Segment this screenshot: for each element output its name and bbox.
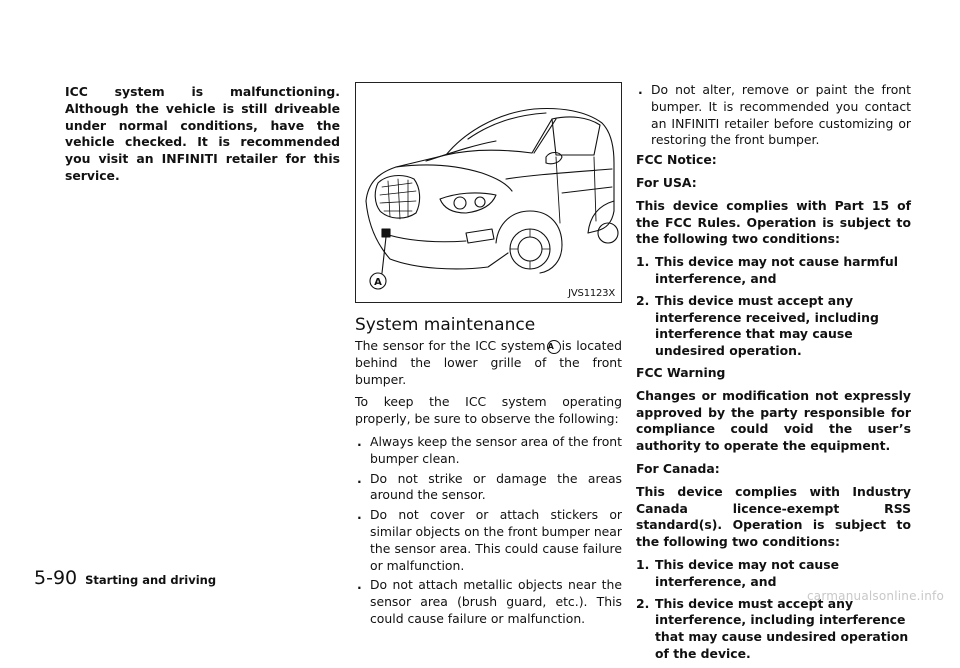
marker-a-icon: A bbox=[547, 340, 561, 354]
canada-paragraph: This device complies with Industry Canada licence-exempt RSS standard(s). Operation is subject to the following two conditions: bbox=[636, 483, 911, 550]
usa-item-1: 1. This device may not cause harmful interference, and bbox=[636, 254, 899, 286]
list-item: . Do not alter, remove or paint the front bumper. It is recommended you contact an INFINITI retailer before customizing or restoring the front bumper. bbox=[638, 82, 911, 148]
usa-paragraph: This device complies with Part 15 of the FCC Rules. Operation is subject to the following two conditions: bbox=[636, 197, 911, 247]
sensor-text-post: is located behind the lower grille of the front bumper. bbox=[355, 338, 622, 387]
usa-item-2: 2. This device must accept any interference received, including interference that may cause undesired operation. bbox=[636, 292, 879, 359]
section-heading: System maintenance bbox=[355, 315, 536, 335]
for-usa-label: For USA: bbox=[636, 174, 697, 190]
figure-marker-a: A bbox=[374, 277, 382, 288]
for-canada-label: For Canada: bbox=[636, 460, 720, 476]
figure-code: JVS1123X bbox=[568, 288, 615, 299]
car-illustration bbox=[355, 82, 622, 303]
watermark[interactable]: carmanualsonline.info bbox=[807, 589, 944, 603]
malfunction-paragraph: ICC system is malfunctioning. Although the vehicle is still driveable under normal conditions, have the vehicle checked. It is recommended you visit an INFINITI retailer for this service. bbox=[65, 84, 340, 183]
fcc-warning-label: FCC Warning bbox=[636, 364, 726, 380]
column-middle bbox=[355, 338, 622, 631]
column-right bbox=[636, 82, 911, 668]
fcc-warning-paragraph: Changes or modification not expressly approved by the party responsible for compliance could void the user’s authority to operate the equipment. bbox=[636, 387, 911, 454]
list-item: . Always keep the sensor area of the front bumper clean. bbox=[357, 433, 622, 466]
page-footer bbox=[34, 567, 216, 589]
list-item: . Do not strike or damage the areas around the sensor. bbox=[357, 470, 622, 503]
sensor-text-pre: The sensor for the ICC system bbox=[355, 338, 546, 353]
page-number: 5-90 bbox=[34, 567, 78, 589]
canada-item-2: 2. This device must accept any interference, including interference that may cause undesired operation of the device. bbox=[636, 595, 909, 661]
fcc-notice-label: FCC Notice: bbox=[636, 152, 717, 168]
column-left bbox=[65, 84, 340, 191]
sensor-location-paragraph bbox=[355, 338, 622, 388]
section-title: Starting and driving bbox=[85, 573, 217, 587]
list-item: . Do not cover or attach stickers or similar objects on the front bumper near the sensor area. This could cause failure or malfunction. bbox=[357, 507, 622, 573]
list-item: . Do not attach metallic objects near the sensor area (brush guard, etc.). This could cause failure or malfunction. bbox=[357, 577, 622, 626]
canada-item-1: 1. This device may not cause interference, and bbox=[636, 556, 840, 589]
keep-paragraph: To keep the ICC system operating properly, be sure to observe the following: bbox=[355, 394, 622, 427]
car-drawing bbox=[356, 83, 621, 302]
